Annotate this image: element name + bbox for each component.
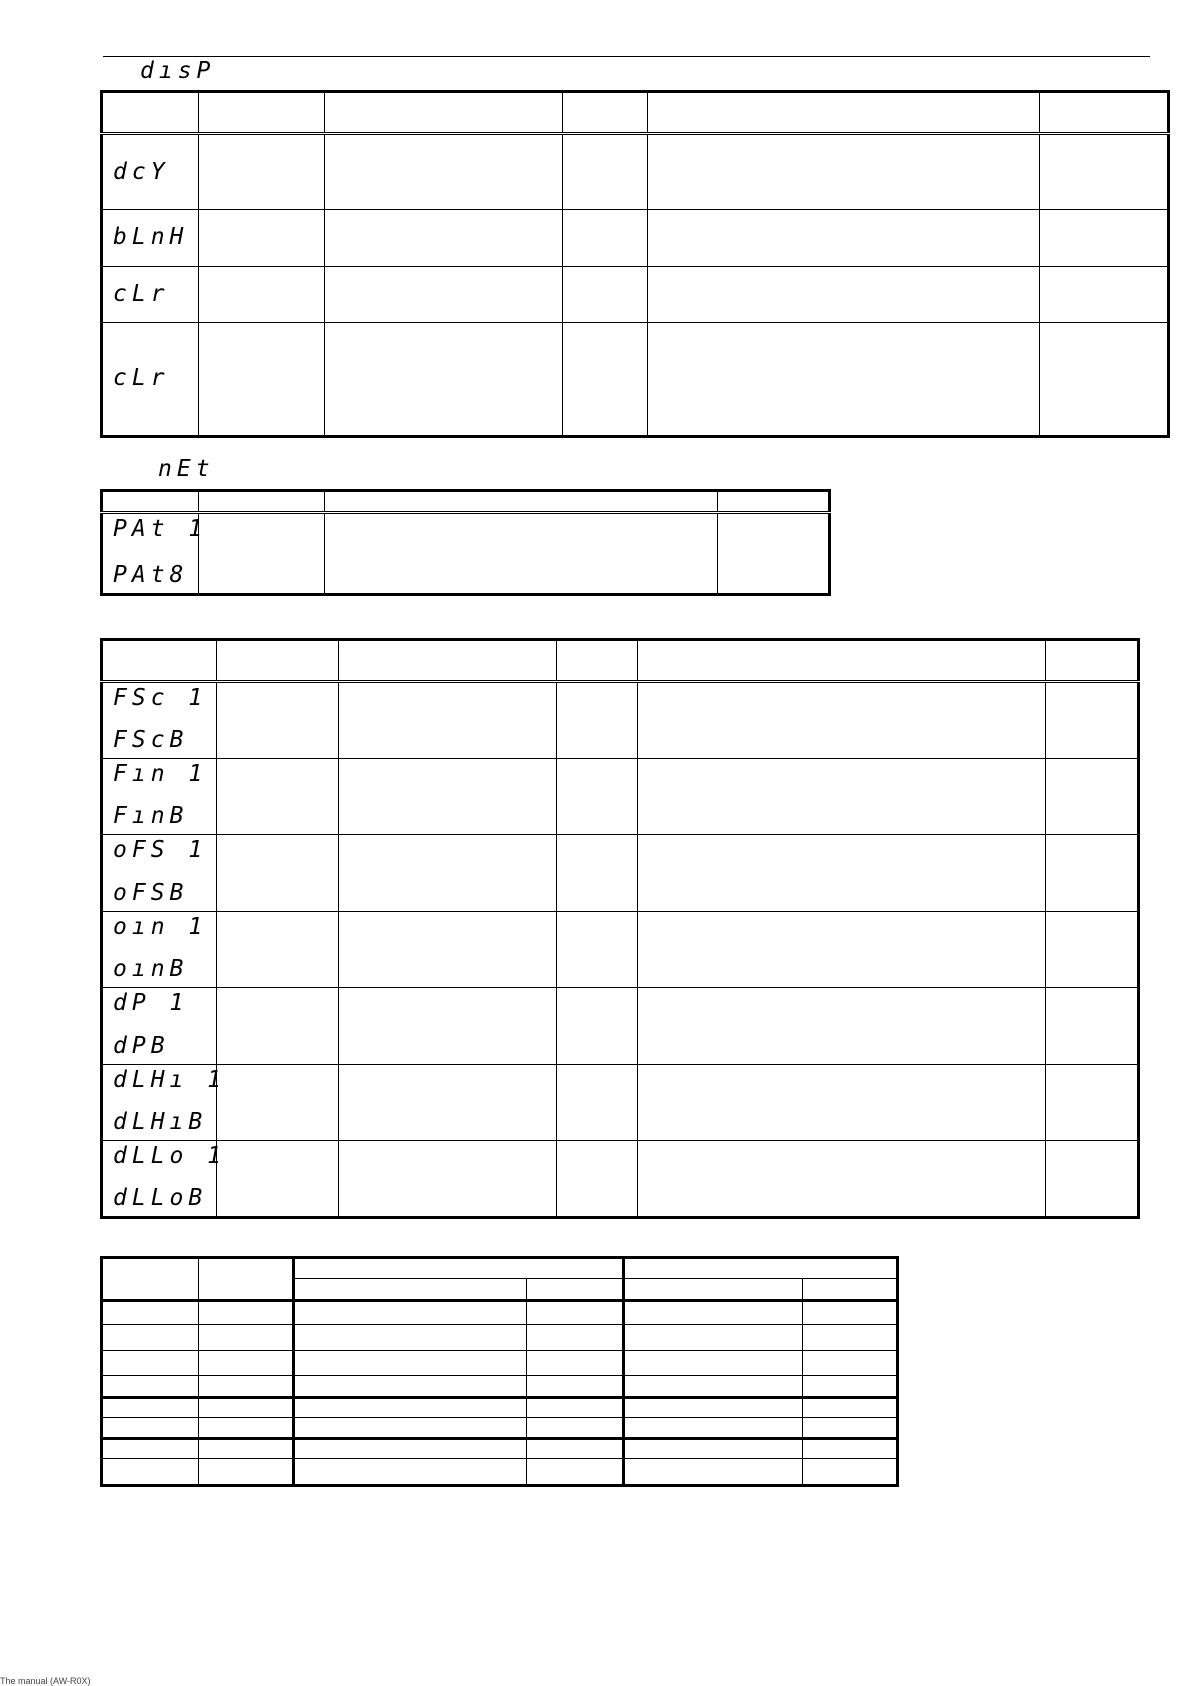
table-row — [102, 1325, 898, 1351]
table-row — [102, 1438, 898, 1458]
header-cell — [199, 92, 325, 134]
disp-parameter-table — [100, 90, 1170, 438]
parameter-code-last: oFSB — [113, 880, 189, 906]
table-header-row — [102, 92, 1169, 134]
parameter-code-last: oınB — [113, 956, 189, 982]
parameter-code-first: FSc 1 — [113, 685, 208, 711]
table-header-row — [102, 1258, 898, 1279]
parameter-code-last: dLLoB — [113, 1185, 208, 1211]
header-cell — [557, 640, 638, 682]
header-cell — [1040, 92, 1169, 134]
parameter-code-last: FınB — [113, 803, 189, 829]
header-cell — [199, 491, 325, 513]
table-row — [102, 210, 1169, 266]
table-row — [102, 1351, 898, 1376]
parameter-code-last: dPB — [113, 1033, 170, 1059]
header-cell — [563, 92, 648, 134]
table-row — [102, 1375, 898, 1397]
header-group-cell — [293, 1258, 623, 1279]
parameter-code-last: PAt8 — [113, 562, 189, 588]
header-cell — [1046, 640, 1139, 682]
top-rule — [103, 56, 1150, 57]
table-header-row — [102, 491, 830, 513]
table-row — [102, 513, 830, 595]
parameter-code: dcY — [102, 134, 199, 210]
table-row — [102, 1418, 898, 1438]
table-row — [102, 1141, 1139, 1218]
header-cell — [717, 491, 829, 513]
table-row — [102, 1398, 898, 1418]
header-cell — [526, 1279, 623, 1300]
header-cell — [199, 1258, 293, 1301]
header-cell — [217, 640, 339, 682]
parameter-code-last: dLHıB — [113, 1109, 208, 1135]
section-disp-heading: dısP — [140, 58, 216, 84]
parameter-code: cLr — [102, 266, 199, 322]
table-row — [102, 988, 1139, 1065]
header-cell — [102, 640, 217, 682]
header-cell — [102, 491, 199, 513]
parameter-code-last: FScB — [113, 727, 189, 753]
table-header-row — [102, 640, 1139, 682]
table-row — [102, 759, 1139, 835]
parameter-code: cLr — [102, 322, 199, 436]
parameter-code-first: PAt 1 — [113, 516, 208, 543]
header-cell — [102, 92, 199, 134]
parameter-code-first: Fın 1 — [113, 761, 208, 787]
table-row — [102, 682, 1139, 759]
header-cell — [339, 640, 557, 682]
section-net-heading: nEt — [158, 456, 215, 482]
parameter-code-first: dLHı 1 — [113, 1067, 227, 1093]
parameter-code-first: dLLo 1 — [113, 1143, 227, 1169]
header-cell — [102, 1258, 199, 1301]
header-group-cell — [623, 1258, 897, 1279]
table-row — [102, 1300, 898, 1325]
header-cell — [325, 491, 718, 513]
header-cell — [638, 640, 1046, 682]
parameter-code-first: oın 1 — [113, 914, 208, 940]
parameter-code-first: oFS 1 — [113, 837, 208, 863]
header-cell — [325, 92, 563, 134]
parameter-code: bLnH — [102, 210, 199, 266]
table-row — [102, 134, 1169, 210]
net-parameter-table — [100, 489, 831, 596]
scale-parameter-table — [100, 638, 1140, 1219]
header-cell — [623, 1279, 802, 1300]
table-row — [102, 266, 1169, 322]
page-footer: The manual (AW-R0X) — [0, 1676, 91, 1686]
table-row — [102, 912, 1139, 988]
table-row — [102, 1459, 898, 1486]
header-cell — [802, 1279, 897, 1300]
parameter-code-first: dP 1 — [113, 990, 189, 1016]
table-row — [102, 835, 1139, 912]
header-cell — [293, 1279, 526, 1300]
table-row — [102, 322, 1169, 436]
table-row — [102, 1065, 1139, 1141]
empty-grid-table — [100, 1256, 899, 1487]
header-cell — [648, 92, 1040, 134]
